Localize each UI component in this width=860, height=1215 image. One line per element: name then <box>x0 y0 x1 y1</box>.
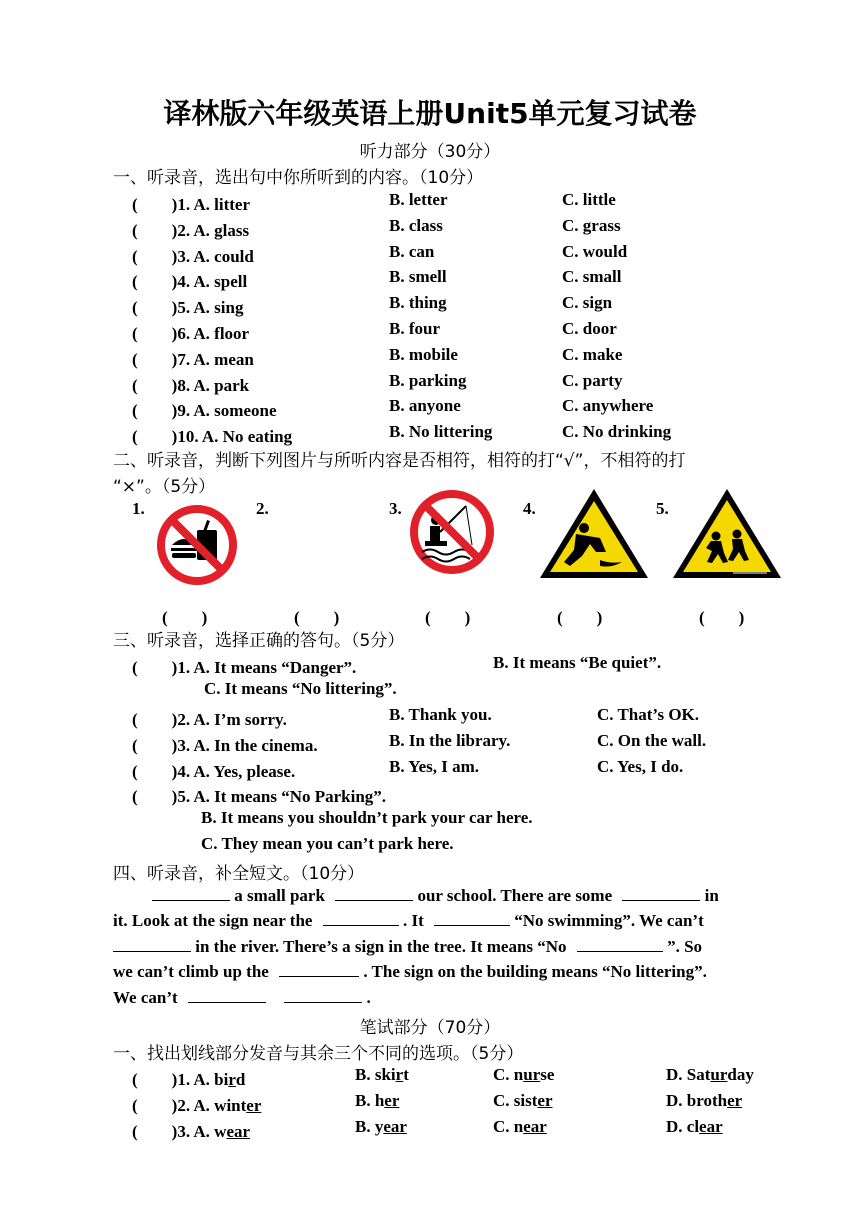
q3-option-b: B. In the library. <box>389 731 511 750</box>
question-option-b: B. parking <box>389 370 467 390</box>
question-option-c: C. small <box>562 267 622 287</box>
underlined-letters: ur <box>523 1065 541 1084</box>
fill-blank[interactable] <box>188 1001 266 1003</box>
fill-blank[interactable] <box>323 924 399 926</box>
phonics-option-a: ( )3. A. wear <box>132 1122 251 1141</box>
q5-option-a: ( )5. A. It means “No Parking”. <box>132 787 387 806</box>
phonics-option-c: C. sister <box>493 1091 553 1110</box>
question-option-b: B. No littering <box>389 422 493 442</box>
question-option-a: ( )9. A. someone <box>132 401 277 421</box>
underlined-letters: ear <box>523 1117 547 1136</box>
q3-option-a: ( )3. A. In the cinema. <box>132 736 318 755</box>
question-option-a: ( )1. A. litter <box>132 195 251 214</box>
question-option-c: C. sign <box>562 293 613 313</box>
q3-option-c: C. On the wall. <box>597 731 707 750</box>
underlined-letters: er <box>537 1091 553 1110</box>
question-option-c: C. little <box>562 190 616 209</box>
picture-number-5: 5. <box>656 499 669 518</box>
question-option-a: ( )8. A. park <box>132 375 250 395</box>
answer-bracket-5[interactable]: ( ) <box>699 608 745 627</box>
question-option-a: ( )6. A. floor <box>132 324 250 343</box>
slippery-floor-warning-icon <box>540 489 648 578</box>
question-option-b: B. class <box>389 215 443 235</box>
underlined-letters: er <box>246 1096 262 1115</box>
question-option-c: C. make <box>562 344 623 364</box>
part2-heading-line1: 二、听录音，判断下列图片与所听内容是否相符，相符的打“√”，不相符的打 <box>113 451 686 471</box>
picture-number-4: 4. <box>523 499 536 518</box>
phonics-option-c: C. nurse <box>493 1065 555 1084</box>
fill-blank[interactable] <box>152 899 230 901</box>
passage-line-2: it. Look at the sign near the . It “No swimming”. We can’t <box>113 911 704 930</box>
question-option-b: B. letter <box>389 190 448 209</box>
phonics-option-a: ( )1. A. bird <box>132 1070 246 1089</box>
listening-section-header: 听力部分（30分） <box>359 142 501 162</box>
part1-heading: 一、听录音，选出句中你所听到的内容。（10分） <box>113 168 484 188</box>
q1-option-b: B. It means “Be quiet”. <box>493 653 662 672</box>
picture-number-2: 2. <box>256 499 269 518</box>
question-option-c: C. anywhere <box>562 396 654 416</box>
fill-blank[interactable] <box>113 950 191 952</box>
no-eating-drinking-sign-icon <box>161 509 233 581</box>
phonics-option-d: D. clear <box>666 1117 723 1136</box>
question-option-c: C. No drinking <box>562 422 672 442</box>
question-option-c: C. party <box>562 370 623 390</box>
q4-option-a: ( )4. A. Yes, please. <box>132 762 296 781</box>
underlined-letters: ear <box>226 1122 251 1141</box>
phonics-option-b: B. year <box>355 1117 407 1136</box>
question-option-c: C. grass <box>562 215 621 235</box>
q5-option-c: C. They mean you can’t park here. <box>201 834 454 853</box>
q2-option-b: B. Thank you. <box>389 705 492 724</box>
q2-option-a: ( )2. A. I’m sorry. <box>132 710 287 729</box>
part4-heading: 四、听录音，补全短文。（10分） <box>113 864 365 884</box>
q1-option-a: ( )1. A. It means “Danger”. <box>132 658 357 677</box>
fill-blank[interactable] <box>335 899 413 901</box>
underlined-letters: ear <box>699 1117 723 1136</box>
question-option-a: ( )3. A. could <box>132 246 254 266</box>
underlined-letters: er <box>727 1091 743 1110</box>
underlined-letters: ear <box>383 1117 407 1136</box>
question-option-b: B. can <box>389 241 435 261</box>
q4-option-c: C. Yes, I do. <box>597 757 684 776</box>
answer-bracket-2[interactable]: ( ) <box>294 608 340 627</box>
question-option-c: C. door <box>562 319 617 338</box>
no-fishing-sign-icon <box>414 494 490 570</box>
q1-option-c: C. It means “No littering”. <box>204 679 397 698</box>
question-option-a: ( )5. A. sing <box>132 298 244 318</box>
passage-line-4: we can’t climb up the . The sign on the building means “No littering”. <box>113 962 707 981</box>
passage-line-3: in the river. There’s a sign in the tree. It means “No ”. So <box>113 937 702 957</box>
fill-blank[interactable] <box>577 950 663 952</box>
written1-heading: 一、找出划线部分发音与其余三个不同的选项。（5分） <box>113 1044 524 1064</box>
q4-option-b: B. Yes, I am. <box>389 757 480 776</box>
question-option-a: ( )2. A. glass <box>132 220 250 240</box>
underlined-letters: er <box>384 1091 400 1110</box>
answer-bracket-1[interactable]: ( ) <box>162 608 208 627</box>
question-option-b: B. anyone <box>389 396 461 416</box>
phonics-option-b: B. her <box>355 1091 400 1110</box>
picture-number-3: 3. <box>389 499 402 518</box>
passage-line-1: a small park our school. There are some in <box>152 886 719 906</box>
question-option-b: B. smell <box>389 267 447 287</box>
phonics-option-c: C. near <box>493 1117 547 1136</box>
page-title: 译林版六年级英语上册Unit5单元复习试卷 <box>163 97 697 130</box>
underlined-letters: r <box>395 1065 404 1084</box>
phonics-option-d: D. Saturday <box>666 1065 754 1084</box>
question-option-b: B. thing <box>389 293 447 313</box>
q2-option-c: C. That’s OK. <box>597 705 700 724</box>
fill-blank[interactable] <box>279 975 359 977</box>
question-option-c: C. would <box>562 241 628 261</box>
q5-option-b: B. It means you shouldn’t park your car here. <box>201 808 533 827</box>
fill-blank[interactable] <box>284 1001 362 1003</box>
children-crossing-warning-icon <box>673 489 781 578</box>
question-option-b: B. four <box>389 319 440 338</box>
underlined-letters: ur <box>710 1065 728 1084</box>
passage-line-5: We can’t . <box>113 988 371 1007</box>
answer-bracket-4[interactable]: ( ) <box>557 608 603 627</box>
fill-blank[interactable] <box>434 924 510 926</box>
question-option-a: ( )7. A. mean <box>132 349 254 369</box>
part2-heading-line2: “×”。（5分） <box>113 477 216 497</box>
answer-bracket-3[interactable]: ( ) <box>425 608 471 627</box>
part3-heading: 三、听录音，选择正确的答句。（5分） <box>113 631 405 651</box>
underlined-letters: r <box>228 1070 236 1089</box>
phonics-option-d: D. brother <box>666 1091 743 1110</box>
question-option-a: ( )4. A. spell <box>132 272 248 292</box>
question-option-b: B. mobile <box>389 344 458 364</box>
question-option-a: ( )10. A. No eating <box>132 427 293 447</box>
written-section-header: 笔试部分（70分） <box>359 1018 501 1038</box>
phonics-option-b: B. skirt <box>355 1065 409 1084</box>
phonics-option-a: ( )2. A. winter <box>132 1096 262 1115</box>
picture-number-1: 1. <box>132 499 145 518</box>
fill-blank[interactable] <box>622 899 700 901</box>
